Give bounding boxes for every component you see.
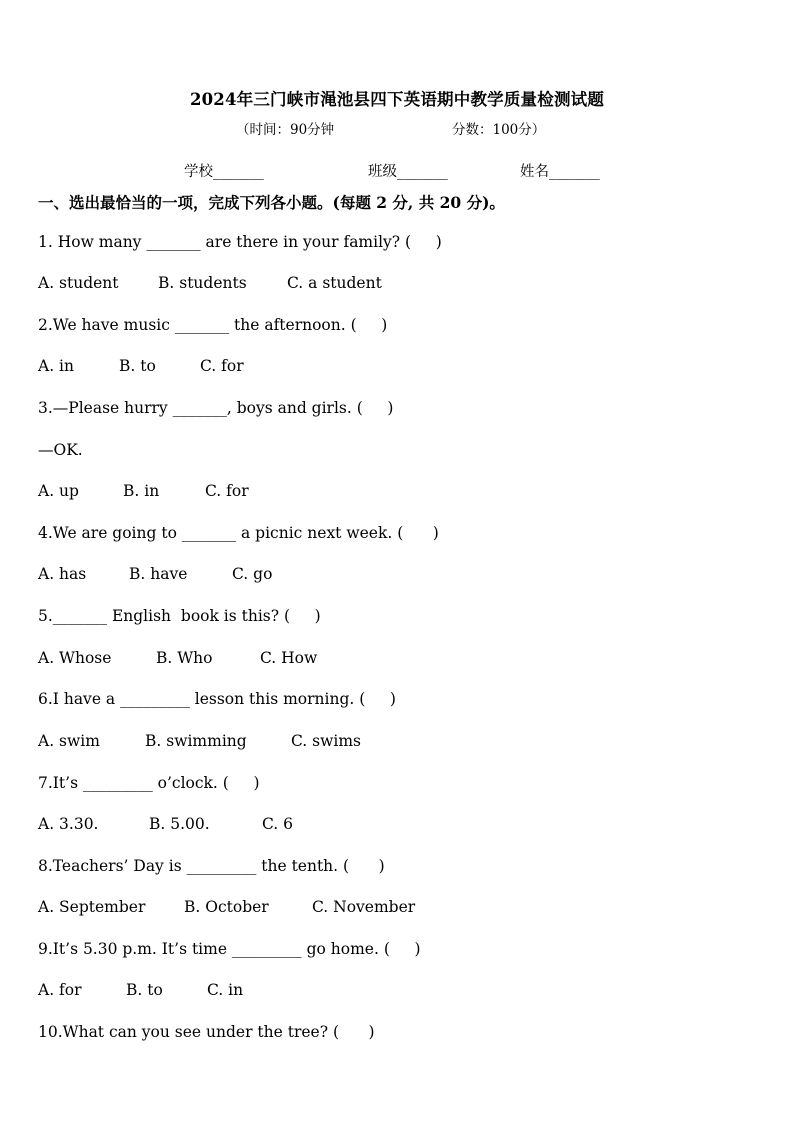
q5-option-c: C. How [260, 649, 318, 667]
question-5: 5._______ English book is this? ( ) [38, 607, 321, 625]
q9-option-c: C. in [207, 981, 244, 999]
question-1: 1. How many _______ are there in your family? ( ) [38, 233, 442, 251]
school-field: 学校_______ [184, 164, 264, 180]
question-3: 3.—Please hurry _______, boys and girls. ( ) [38, 399, 394, 417]
q3-option-c: C. for [205, 482, 249, 500]
q7-option-c: C. 6 [262, 815, 294, 833]
q3-reply: —OK. [38, 441, 83, 459]
q2-option-b: B. to [119, 357, 156, 375]
q6-option-a: A. swim [38, 732, 100, 750]
q3-option-b: B. in [123, 482, 160, 500]
q1-option-b: B. students [158, 274, 247, 292]
q2-option-c: C. for [200, 357, 244, 375]
question-4: 4.We are going to _______ a picnic next week. ( ) [38, 524, 439, 542]
question-9: 9.It’s 5.30 p.m. It’s time _________ go home. ( ) [38, 940, 421, 958]
q1-option-a: A. student [38, 274, 119, 292]
question-6: 6.I have a _________ lesson this morning. ( ) [38, 690, 396, 708]
q6-option-c: C. swims [291, 732, 361, 750]
q9-option-b: B. to [126, 981, 163, 999]
name-field: 姓名_______ [520, 164, 600, 180]
q6-option-b: B. swimming [145, 732, 247, 750]
q4-option-a: A. has [38, 565, 87, 583]
q8-option-a: A. September [38, 898, 146, 916]
question-7: 7.It’s _________ o’clock. ( ) [38, 774, 260, 792]
exam-title: 2024年三门峡市渑池县四下英语期中教学质量检测试题 [189, 90, 605, 109]
q7-option-a: A. 3.30. [38, 815, 99, 833]
q4-option-c: C. go [232, 565, 273, 583]
q8-option-b: B. October [184, 898, 269, 916]
q2-option-a: A. in [38, 357, 74, 375]
q5-option-a: A. Whose [38, 649, 112, 667]
q5-option-b: B. Who [156, 649, 213, 667]
question-8: 8.Teachers’ Day is _________ the tenth. ( ) [38, 857, 385, 875]
question-10: 10.What can you see under the tree? ( ) [38, 1023, 375, 1041]
q4-option-b: B. have [129, 565, 188, 583]
q7-option-b: B. 5.00. [149, 815, 210, 833]
exam-score: 分数：100分） [452, 122, 546, 138]
q9-option-a: A. for [38, 981, 82, 999]
class-field: 班级_______ [368, 164, 448, 180]
q8-option-c: C. November [312, 898, 416, 916]
section-title: 一、选出最恰当的一项，完成下列各小题。(每题 2 分, 共 20 分)。 [38, 193, 505, 212]
q1-option-c: C. a student [287, 274, 382, 292]
question-2: 2.We have music _______ the afternoon. ( ) [38, 316, 388, 334]
exam-time: （时间：90分钟 [236, 122, 335, 138]
q3-option-a: A. up [38, 482, 79, 500]
